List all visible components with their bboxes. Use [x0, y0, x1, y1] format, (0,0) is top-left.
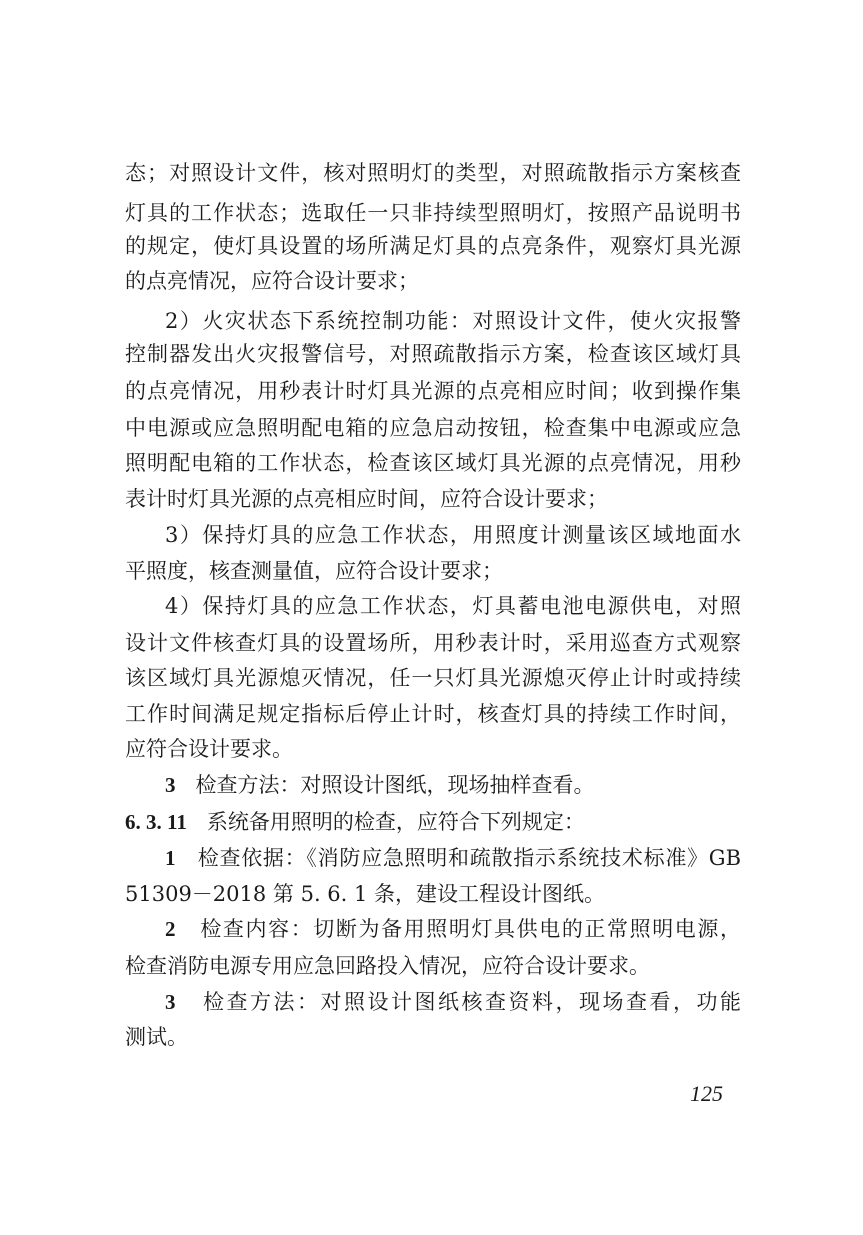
- list-item-4-start: 4）保持灯具的应急工作状态，灯具蓄电池电源供电，对照: [165, 594, 741, 618]
- section-title: 系统备用照明的检查，应符合下列规定：: [206, 810, 585, 834]
- section-heading: [125, 806, 741, 838]
- text-line: 的点亮情况，应符合设计要求；: [125, 269, 419, 293]
- clause-2: [165, 913, 741, 945]
- text-line: 灯具的工作状态；选取任一只非持续型照明灯，按照产品说明书: [125, 201, 741, 225]
- text-line: 表计时灯具光源的点亮相应时间，应符合设计要求；: [125, 487, 608, 511]
- text-line: 测试。: [125, 1025, 188, 1049]
- text-line: 应符合设计要求。: [125, 737, 293, 761]
- text-line: 的规定，使灯具设置的场所满足灯具的点亮条件，观察灯具光源: [125, 234, 741, 258]
- clause-3: [165, 986, 741, 1018]
- text-line: 态；对照设计文件，核对照明灯的类型，对照疏散指示方案核查: [125, 161, 741, 185]
- item-number: 3: [165, 773, 176, 797]
- item-text: 检查方法：对照设计图纸核查资料，现场查看，功能: [203, 990, 742, 1014]
- text-line: 检查消防电源专用应急回路投入情况，应符合设计要求。: [125, 954, 650, 978]
- item-text: 检查方法：对照设计图纸，现场抽样查看。: [195, 773, 595, 797]
- text-line: 控制器发出火灾报警信号，对照疏散指示方案，检查该区域灯具: [125, 342, 741, 366]
- item-text: 检查依据：《消防应急照明和疏散指示系统技术标准》GB: [197, 846, 741, 870]
- text-line: 设计文件核查灯具的设置场所，用秒表计时，采用巡查方式观察: [125, 631, 741, 655]
- text-line: 中电源或应急照明配电箱的应急启动按钮，检查集中电源或应急: [125, 416, 741, 440]
- list-item-3-start: 3）保持灯具的应急工作状态，用照度计测量该区域地面水: [165, 523, 741, 547]
- list-item-2-start: 2）火灾状态下系统控制功能：对照设计文件，使火灾报警: [165, 309, 741, 333]
- item-text: 检查内容：切断为备用照明灯具供电的正常照明电源，: [200, 917, 741, 941]
- text-line: 51309－2018 第 5. 6. 1 条，建设工程设计图纸。: [125, 882, 606, 906]
- text-line: 的点亮情况，用秒表计时灯具光源的点亮相应时间；收到操作集: [125, 379, 741, 403]
- text-line: 照明配电箱的工作状态，检查该区域灯具光源的点亮情况，用秒: [125, 451, 741, 475]
- page-number: 125: [690, 1081, 723, 1106]
- item-number: 2: [165, 917, 176, 941]
- text-line: 工作时间满足规定指标后停止计时，核查灯具的持续工作时间，: [125, 702, 741, 726]
- clause-1: [165, 842, 741, 874]
- text-line: 平照度，核查测量值，应符合设计要求；: [125, 559, 503, 583]
- section-number: 6. 3. 11: [125, 810, 187, 834]
- text-line: 该区域灯具光源熄灭情况，任一只灯具光源熄灭停止计时或持续: [125, 666, 741, 690]
- item-number: 1: [165, 846, 176, 870]
- method-item: [165, 769, 741, 801]
- item-number: 3: [165, 990, 176, 1014]
